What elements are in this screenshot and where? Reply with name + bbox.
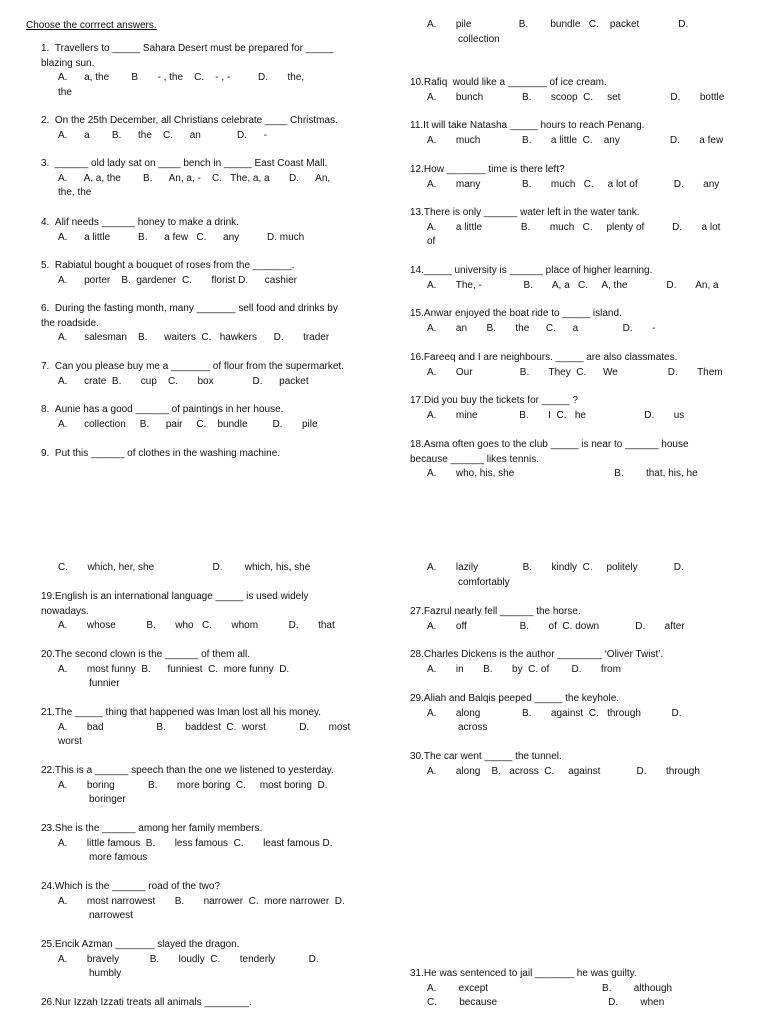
question-2: 2. On the 25th December, all Christians celebrate ____ Christmas. A. a B. the C. an D. - — [41, 114, 371, 143]
answer-options-continued: narrowest — [89, 910, 133, 921]
question-text: The car went _____ the tunnel. — [423, 751, 562, 762]
question-text: On the 25th December, all Christians celebrate ____ Christmas. — [54, 115, 338, 126]
question-11: 11.It will take Natasha _____ hours to reach Penang. A. much B. a little C. any D. a few — [410, 119, 760, 148]
question-18-options — [58, 561, 378, 576]
question-26-options — [427, 561, 757, 590]
question-text: Nur Izzah Izzati treats all animals ________. — [54, 997, 252, 1008]
answer-options-continued: comfortably — [458, 576, 510, 588]
answer-options: A. along B. across C. against D. through — [427, 765, 700, 777]
answer-options: A. along B. against C. through D. — [427, 707, 682, 719]
question-text: Did you buy the tickets for _____ ? — [423, 395, 578, 406]
question-9-options — [427, 18, 757, 47]
question-10: 10.Rafiq would like a _______ of ice cream. A. bunch B. scoop C. set D. bottle — [410, 76, 760, 105]
question-23: 23.She is the ______ among her family members. A. little famous B. less famous C. least famous D. more famous — [41, 822, 371, 866]
answer-options: A. pile B. bundle C. packet D. — [427, 19, 689, 30]
question-25: 25.Encik Azman _______ slayed the dragon. A. bravely B. loudly C. tenderly D. humbly — [41, 938, 371, 982]
question-text: Alif needs ______ honey to make a drink. — [54, 217, 239, 228]
answer-options: A. collection B. pair C. bundle D. pile — [58, 418, 318, 430]
question-14: 14._____ university is ______ place of higher learning. A. The, - B. A, a C. A, the D. An, a — [410, 264, 760, 293]
answer-options: A. a little B. a few C. any D. much — [58, 231, 305, 243]
answer-options: A. except B. although — [427, 982, 673, 994]
question-22: 22.This is a ______ speech than the one we listened to yesterday. A. boring B. more boring C. most boring D. boringer — [41, 764, 371, 808]
question-text: ______ old lady sat on ____ bench in _____ East Coast Mall. — [54, 158, 328, 169]
question-13: 13.There is only ______ water left in the water tank. A. a little B. much C. plenty of D. a lot of — [410, 206, 760, 250]
answer-options: A. bunch B. scoop C. set D. bottle — [427, 91, 725, 103]
question-text: Which is the ______ road of the two? — [54, 881, 221, 892]
question-text: Travellers to _____ Sahara Desert must be prepared for _____ blazing sun. — [41, 43, 334, 69]
question-text: English is an international language _____ is used widely nowadays. — [41, 591, 309, 617]
question-text: Rafiq would like a _______ of ice cream. — [423, 77, 607, 88]
question-7: 7. Can you please buy me a _______ of flour from the supermarket. A. crate B. cup C. box D. packet — [41, 360, 381, 389]
question-text: Aliah and Balqis peeped _____ the keyhole. — [423, 693, 620, 704]
question-31: 31.He was sentenced to jail _______ he was guilty. A. except B. although C. because D. when — [410, 967, 760, 1011]
question-27: 27.Fazrul nearly fell ______ the horse. A. off B. of C. down D. after — [410, 605, 760, 634]
answer-options: A. off B. of C. down D. after — [427, 620, 685, 632]
question-18: 18.Asma often goes to the club _____ is near to ______ house because ______ likes tennis. A. who, his, she B. that, his, he — [410, 438, 760, 482]
question-8: 8. Aunie has a good ______ of paintings in her house. A. collection B. pair C. bundle D. pile — [41, 403, 371, 432]
answer-options: A. who, his, she B. that, his, he — [427, 468, 698, 479]
question-12: 12.How _______ time is there left? A. many B. much C. a lot of D. any — [410, 163, 760, 192]
question-9: 9. Put this ______ of clothes in the washing machine. — [41, 448, 281, 459]
answer-options-continued: the, the — [58, 187, 92, 198]
answer-options: C. which, her, she D. which, his, she — [58, 562, 311, 573]
question-20: 20.The second clown is the ______ of them all. A. most funny B. funniest C. more funny D. funnier — [41, 648, 371, 692]
answer-options: A. bad B. baddest C. worst D. most — [58, 721, 351, 733]
question-26: 26.Nur Izzah Izzati treats all animals ________. — [41, 997, 252, 1008]
question-24: 24.Which is the ______ road of the two? A. most narrowest B. narrower C. more narrower D. narrowest — [41, 880, 381, 924]
question-text: This is a ______ speech than the one we listened to yesterday. — [54, 765, 334, 776]
answer-options-continued: the — [58, 86, 72, 98]
answer-options-continued: boringer — [89, 794, 126, 805]
answer-options: A. lazily B. kindly C. politely D. — [427, 562, 684, 573]
question-28: 28.Charles Dickens is the author ________ ‘Oliver Twist’. A. in B. by C. of D. from — [410, 648, 760, 677]
answer-options-second-row: C. because D. when — [427, 997, 665, 1008]
question-29: 29.Aliah and Balqis peeped _____ the keyhole. A. along B. against C. through D. across — [410, 692, 760, 736]
answer-options-continued: funnier — [89, 678, 120, 689]
question-text: During the fasting month, many _______ sell food and drinks by the roadside. — [41, 303, 338, 329]
question-30: 30.The car went _____ the tunnel. A. along B. across C. against D. through — [410, 750, 760, 779]
question-text: Rabiatul bought a bouquet of roses from the _______. — [54, 260, 295, 271]
answer-options: A. a, the B - , the C. - , - D. the, — [58, 72, 305, 83]
answer-options: A. boring B. more boring C. most boring D. — [58, 779, 328, 791]
answer-options-continued: more famous — [89, 852, 148, 863]
question-text: Asma often goes to the club _____ is near to ______ house because ______ likes tennis. — [410, 439, 689, 465]
question-21: 21.The _____ thing that happened was Iman lost all his money. A. bad B. baddest C. worst D. most worst — [41, 706, 371, 750]
answer-options: A. many B. much C. a lot of D. any — [427, 178, 720, 190]
question-text: Fareeq and I are neighbours. _____ are also classmates. — [423, 352, 678, 363]
question-text: The second clown is the ______ of them all. — [54, 649, 251, 660]
question-text: Charles Dickens is the author ________ ‘Oliver Twist’. — [423, 649, 664, 660]
question-text: Encik Azman _______ slayed the dragon. — [54, 939, 240, 950]
question-17: 17.Did you buy the tickets for _____ ? A. mine B. I C. he D. us — [410, 394, 760, 423]
answer-options-continued: collection — [458, 33, 500, 45]
answer-options: A. much B. a little C. any D. a few — [427, 134, 724, 146]
question-6: 6. During the fasting month, many _______ sell food and drinks by the roadside. A. salesman B. waiters C. hawkers D. trader — [41, 302, 371, 346]
answer-options: A. A, a, the B. An, a, - C. The, a, a D. An, — [58, 172, 331, 184]
question-1: 1. Travellers to _____ Sahara Desert must be prepared for _____ blazing sun. A. a, the B - , the C. - , - D. the, the — [41, 42, 371, 100]
question-text: Fazrul nearly fell ______ the horse. — [423, 606, 581, 617]
answer-options: A. Our B. They C. We D. Them — [427, 366, 723, 378]
answer-options: A. in B. by C. of D. from — [427, 663, 621, 675]
answer-options: A. little famous B. less famous C. least famous D. — [58, 837, 333, 849]
question-16: 16.Fareeq and I are neighbours. _____ are also classmates. A. Our B. They C. We D. Them — [410, 351, 760, 380]
answer-options: A. bravely B. loudly C. tenderly D. — [58, 953, 319, 965]
question-19: 19.English is an international language _____ is used widely nowadays. A. whose B. who C. whom D. that — [41, 590, 371, 634]
question-15: 15.Anwar enjoyed the boat ride to _____ island. A. an B. the C. a D. - — [410, 307, 760, 336]
answer-options: A. salesman B. waiters C. hawkers D. trader — [58, 332, 330, 343]
worksheet-heading: Choose the corrrect answers. — [26, 20, 157, 31]
answer-options: A. crate B. cup C. box D. packet — [58, 375, 309, 387]
question-text: The _____ thing that happened was Iman lost all his money. — [54, 707, 321, 718]
answer-options: A. porter B. gardener C. florist D. cashier — [58, 274, 297, 286]
answer-options: A. whose B. who C. whom D. that — [58, 620, 335, 631]
answer-options-continued: worst — [58, 736, 82, 747]
question-text: It will take Natasha _____ hours to reach Penang. — [423, 120, 645, 131]
answer-options-continued: of — [427, 236, 436, 247]
question-5: 5. Rabiatul bought a bouquet of roses from the _______. A. porter B. gardener C. florist D. cashier — [41, 259, 371, 288]
question-3: 3. ______ old lady sat on ____ bench in _____ East Coast Mall. A. A, a, the B. An, a, - C. The, a, a D. An, the, the — [41, 157, 371, 201]
answer-options-continued: across — [458, 722, 488, 733]
question-text: _____ university is ______ place of higher learning. — [423, 265, 653, 276]
question-text: She is the ______ among her family members. — [54, 823, 263, 834]
answer-options: A. a little B. much C. plenty of D. a lot — [427, 221, 721, 233]
answer-options: A. an B. the C. a D. - — [427, 322, 656, 334]
question-4: 4. Alif needs ______ honey to make a drink. A. a little B. a few C. any D. much — [41, 216, 371, 245]
question-text: Anwar enjoyed the boat ride to _____ island. — [423, 308, 622, 319]
question-text: How _______ time is there left? — [423, 164, 565, 175]
answer-options: A. a B. the C. an D. - — [58, 129, 267, 141]
question-text: There is only ______ water left in the water tank. — [423, 207, 640, 218]
question-text: Aunie has a good ______ of paintings in her house. — [54, 404, 284, 415]
question-text: Can you please buy me a _______ of flour from the supermarket. — [54, 361, 344, 372]
answer-options: A. mine B. I C. he D. us — [427, 409, 685, 421]
answer-options: A. The, - B. A, a C. A, the D. An, a — [427, 279, 719, 291]
question-text: He was sentenced to jail _______ he was guilty. — [423, 968, 637, 979]
answer-options: A. most narrowest B. narrower C. more narrower D. — [58, 895, 345, 907]
answer-options: A. most funny B. funniest C. more funny D. — [58, 663, 290, 675]
answer-options-continued: humbly — [89, 968, 122, 979]
question-text: Put this ______ of clothes in the washing machine. — [54, 448, 281, 459]
